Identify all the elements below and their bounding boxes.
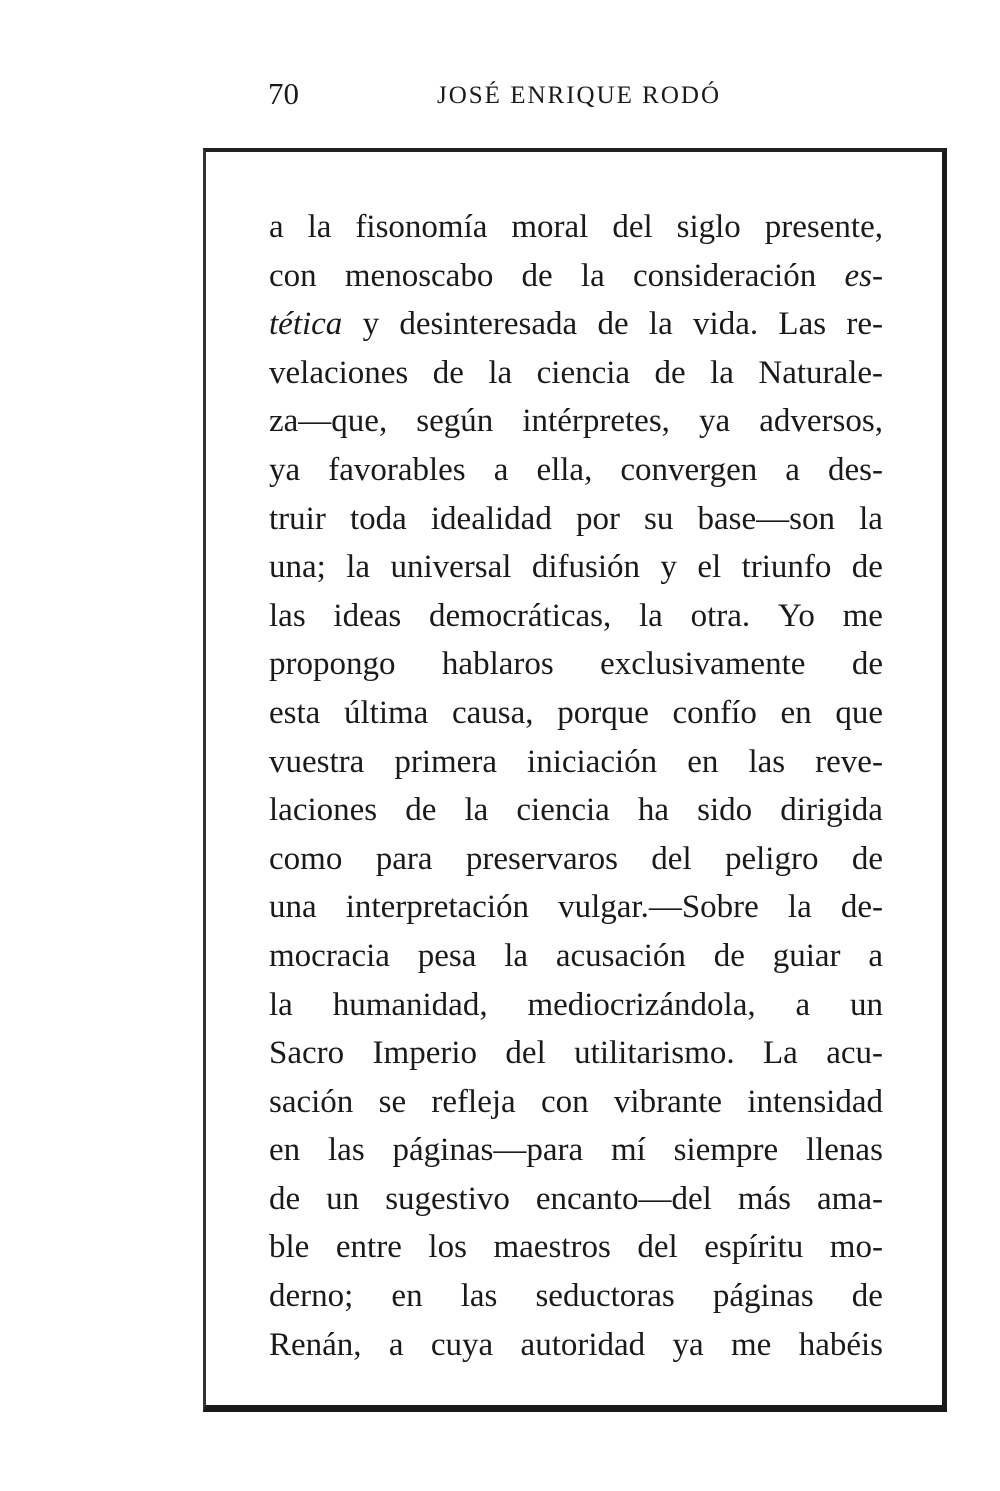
word: toda: [349, 500, 407, 537]
word: truir: [269, 500, 326, 537]
word: la: [710, 354, 734, 391]
word: menoscabo: [344, 257, 494, 294]
text-line: [269, 1078, 883, 1127]
word: acu-: [826, 1035, 883, 1072]
text-line: [269, 592, 883, 641]
word: sación: [269, 1083, 354, 1120]
word: preservaros: [465, 840, 618, 877]
text-line: [269, 397, 883, 446]
word: primera: [394, 743, 497, 780]
text-line: [269, 932, 883, 981]
word: autoridad: [520, 1326, 646, 1363]
body-text: [269, 203, 883, 1369]
word: de: [654, 354, 686, 391]
word: confío: [672, 694, 757, 731]
word: ama-: [817, 1180, 883, 1217]
word: pesa: [417, 937, 477, 974]
word: intérpretes,: [522, 403, 670, 440]
word: la: [787, 889, 812, 926]
text-line: [269, 203, 883, 252]
word: esta: [269, 694, 321, 731]
word: las: [460, 1278, 498, 1315]
text-line: [269, 252, 883, 301]
word: páginas: [712, 1278, 814, 1315]
word: la: [464, 792, 489, 829]
word: la: [639, 597, 663, 634]
word: re-: [846, 306, 883, 343]
text-line: [269, 446, 883, 495]
word: en: [269, 1132, 301, 1169]
word: sugestivo: [385, 1180, 510, 1217]
word: universal: [390, 549, 512, 586]
text-line: [269, 349, 883, 398]
word: la: [580, 257, 605, 294]
word: a: [388, 1326, 404, 1363]
word: de: [713, 937, 745, 974]
word: iniciación: [527, 743, 658, 780]
word: es-: [844, 257, 883, 294]
word: de: [851, 549, 883, 586]
word: ya: [699, 403, 731, 440]
word: mocracia: [269, 937, 390, 974]
word: siempre: [673, 1132, 779, 1169]
word: de: [851, 1278, 883, 1315]
word: me: [731, 1326, 772, 1363]
word: idealidad: [430, 500, 552, 537]
word: del: [505, 1035, 546, 1072]
word: última: [343, 694, 429, 731]
word: Las: [778, 306, 827, 343]
word: de: [432, 354, 464, 391]
word: desinteresada: [399, 306, 578, 343]
text-line: [269, 689, 883, 738]
text-line: [269, 300, 883, 349]
word: favorables: [328, 451, 466, 488]
word: páginas—para: [392, 1132, 584, 1169]
word: convergen: [620, 451, 758, 488]
word: laciones: [269, 792, 378, 829]
word: ya: [672, 1326, 704, 1363]
word: vulgar.—Sobre: [558, 889, 759, 926]
word: el: [697, 549, 722, 586]
word: humanidad,: [332, 986, 488, 1023]
text-line: [269, 543, 883, 592]
word: una;: [269, 549, 326, 586]
word: y: [362, 306, 380, 343]
word: ya: [269, 451, 301, 488]
text-line: [269, 738, 883, 787]
word: moral: [511, 209, 589, 245]
word: mediocrizándola,: [527, 986, 756, 1023]
word: las: [748, 743, 786, 780]
word: para: [375, 840, 433, 877]
text-line: [269, 1223, 883, 1272]
word: del: [637, 1229, 678, 1266]
word: ble: [269, 1229, 310, 1266]
word: guiar: [772, 937, 841, 974]
word: las: [269, 597, 306, 634]
word: triunfo: [741, 549, 832, 586]
text-line: [269, 495, 883, 544]
word: de: [405, 792, 437, 829]
word: la: [648, 306, 673, 343]
word: otra.: [690, 597, 751, 634]
word: como: [269, 840, 343, 877]
word: la: [346, 549, 371, 586]
text-line: [269, 786, 883, 835]
word: presente,: [764, 209, 883, 245]
word: la: [859, 500, 883, 537]
word: utilitarismo.: [574, 1035, 735, 1072]
word: base—son: [697, 500, 835, 537]
word: en: [687, 743, 719, 780]
word: la: [488, 354, 513, 391]
word: vuestra: [269, 743, 365, 780]
word: de: [851, 840, 883, 877]
word: ciencia: [516, 792, 610, 829]
word: la: [269, 986, 293, 1023]
word: la: [504, 937, 529, 974]
word: Sacro: [269, 1035, 345, 1072]
running-head: JOSÉ ENRIQUE RODÓ: [437, 82, 721, 109]
word: una: [269, 889, 317, 926]
word: acusación: [555, 937, 686, 974]
word: según: [416, 403, 494, 440]
word: la: [307, 209, 332, 245]
word: las: [328, 1132, 365, 1169]
word: hablaros: [441, 646, 554, 683]
word: con: [269, 257, 317, 294]
word: maestros: [493, 1229, 611, 1266]
word: derno;: [269, 1278, 354, 1315]
word: espíritu: [704, 1229, 804, 1266]
word: más: [737, 1180, 791, 1217]
word: a: [868, 937, 883, 974]
word: ideas: [333, 597, 402, 634]
text-line: [269, 835, 883, 884]
word: me: [842, 597, 883, 634]
word: de: [521, 257, 553, 294]
word: democráticas,: [428, 597, 612, 634]
word: de-: [840, 889, 883, 926]
word: entre: [335, 1229, 402, 1266]
word: dirigida: [780, 792, 883, 829]
word: vibrante: [613, 1083, 723, 1120]
word: de: [851, 646, 883, 683]
word: mo-: [829, 1229, 883, 1266]
word: a: [493, 451, 509, 488]
word: exclusivamente: [600, 646, 806, 683]
word: a: [795, 986, 811, 1023]
word: un: [326, 1180, 360, 1217]
word: los: [428, 1229, 467, 1266]
word: reve-: [815, 743, 883, 780]
word: mí: [610, 1132, 646, 1169]
word: a: [785, 451, 800, 488]
text-line: [269, 1126, 883, 1175]
word: adversos,: [759, 403, 883, 440]
word: tética: [269, 306, 343, 343]
word: za—que,: [269, 403, 388, 440]
word: habéis: [798, 1326, 883, 1363]
word: La: [762, 1035, 798, 1072]
word: fisonomía: [355, 209, 488, 245]
word: en: [780, 694, 812, 731]
word: interpretación: [345, 889, 529, 926]
word: Imperio: [372, 1035, 478, 1072]
word: ha: [637, 792, 670, 829]
text-line: [269, 1175, 883, 1224]
word: Renán,: [269, 1326, 362, 1363]
word: de: [597, 306, 629, 343]
word: encanto—del: [535, 1180, 712, 1217]
word: intensidad: [747, 1083, 883, 1120]
word: por: [575, 500, 620, 537]
text-line: [269, 981, 883, 1030]
word: vida.: [693, 306, 759, 343]
word: y: [660, 549, 677, 586]
word: seductoras: [535, 1278, 675, 1315]
word: refleja: [431, 1083, 516, 1120]
word: del: [612, 209, 653, 245]
word: su: [644, 500, 674, 537]
word: cuya: [430, 1326, 494, 1363]
word: en: [391, 1278, 423, 1315]
text-line: [269, 883, 883, 932]
word: porque: [557, 694, 649, 731]
word: propongo: [269, 646, 396, 683]
word: Naturale-: [758, 354, 883, 391]
word: Yo: [777, 597, 815, 634]
word: difusión: [531, 549, 641, 586]
word: consideración: [632, 257, 817, 294]
text-line: [269, 640, 883, 689]
word: sido: [697, 792, 753, 829]
word: siglo: [676, 209, 741, 245]
page-number: 70: [268, 76, 299, 111]
word: ciencia: [536, 354, 631, 391]
text-line: [269, 1321, 883, 1370]
word: ella,: [536, 451, 593, 488]
word: des-: [828, 451, 883, 488]
word: un: [849, 986, 883, 1023]
word: a: [269, 209, 284, 245]
word: se: [378, 1083, 407, 1120]
word: peligro: [724, 840, 819, 877]
word: del: [651, 840, 692, 877]
text-line: [269, 1029, 883, 1078]
text-line: [269, 1272, 883, 1321]
word: con: [540, 1083, 589, 1120]
word: causa,: [451, 694, 534, 731]
word: llenas: [805, 1132, 883, 1169]
word: que: [835, 694, 883, 731]
word: de: [269, 1180, 301, 1217]
word: velaciones: [269, 354, 409, 391]
